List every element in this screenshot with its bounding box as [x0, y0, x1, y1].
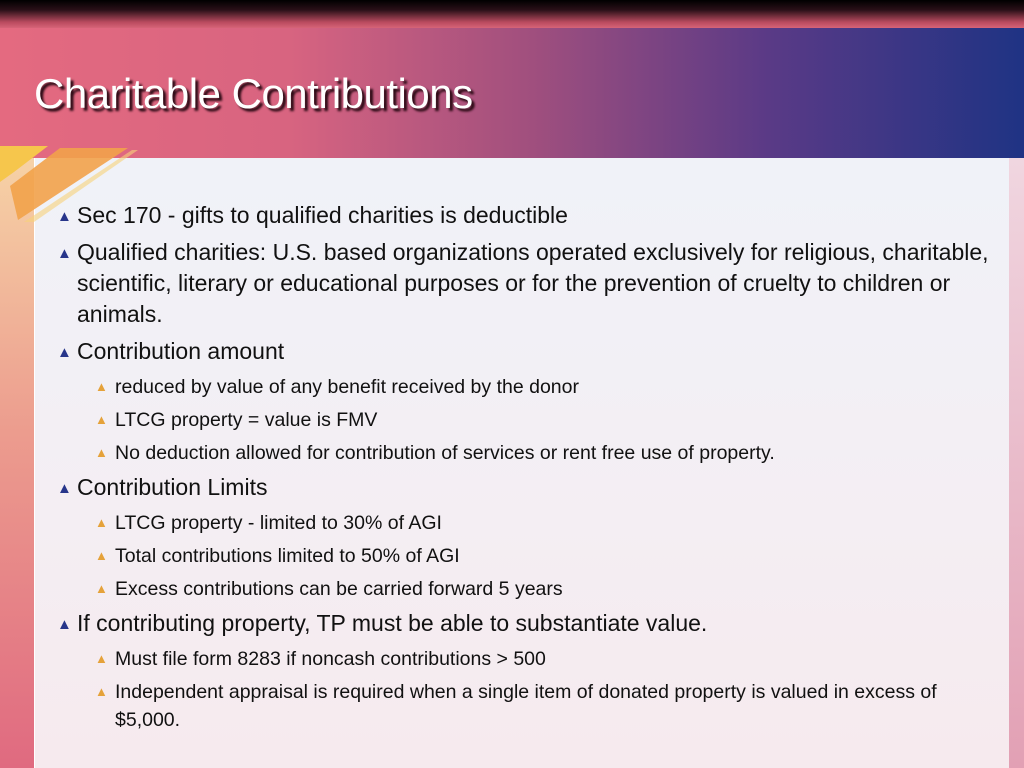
slide-title: Charitable Contributions: [34, 70, 473, 117]
bullet-text: Sec 170 - gifts to qualified charities is deductible: [77, 202, 568, 228]
sub-bullet-item: [55, 509, 990, 537]
sub-bullet-item: [55, 542, 990, 570]
right-decor-strip: [1008, 158, 1024, 768]
sub-bullet-item: [55, 439, 990, 467]
sub-bullet-text: Independent appraisal is required when a single item of donated property is valued in excess of $5,000.: [115, 681, 937, 731]
bullet-item: [55, 237, 990, 330]
triangle-up-icon: ▲: [57, 245, 72, 262]
triangle-up-icon: ▲: [95, 651, 108, 666]
triangle-up-icon: ▲: [95, 445, 108, 460]
sub-bullet-item: [55, 373, 990, 401]
triangle-up-icon: ▲: [95, 684, 108, 699]
triangle-up-icon: ▲: [95, 412, 108, 427]
left-decor-strip: [0, 158, 34, 768]
bullet-text: Qualified charities: U.S. based organizations operated exclusively for religious, charitable, scientific, literary or educational purposes or for the prevention of cruelty to children or animals.: [77, 239, 989, 327]
sub-bullet-item: [55, 645, 990, 673]
sub-bullet-item: [55, 678, 990, 734]
triangle-up-icon: ▲: [95, 548, 108, 563]
triangle-up-icon: ▲: [57, 208, 72, 225]
triangle-up-icon: ▲: [95, 581, 108, 596]
triangle-up-icon: ▲: [95, 515, 108, 530]
bullet-text: Contribution amount: [77, 338, 285, 364]
sub-bullet-text: Must file form 8283 if noncash contributions > 500: [115, 648, 546, 670]
sub-bullet-text: LTCG property = value is FMV: [115, 409, 378, 431]
sub-bullet-text: Total contributions limited to 50% of AGI: [115, 545, 460, 567]
bullet-text: If contributing property, TP must be able to substantiate value.: [77, 610, 708, 636]
sub-bullet-item: [55, 406, 990, 434]
top-bar: [0, 0, 1024, 30]
sub-bullet-text: LTCG property - limited to 30% of AGI: [115, 512, 442, 534]
bullet-item: [55, 472, 990, 503]
triangle-up-icon: ▲: [57, 616, 72, 633]
bullet-item: [55, 608, 990, 639]
triangle-up-icon: ▲: [57, 480, 72, 497]
sub-bullet-text: Excess contributions can be carried forward 5 years: [115, 578, 563, 600]
triangle-up-icon: ▲: [57, 344, 72, 361]
bullet-item: [55, 200, 990, 231]
bullet-list: [55, 200, 990, 739]
bullet-item: [55, 336, 990, 367]
sub-bullet-item: [55, 575, 990, 603]
bullet-text: Contribution Limits: [77, 474, 268, 500]
sub-bullet-text: No deduction allowed for contribution of services or rent free use of property.: [115, 442, 775, 464]
sub-bullet-text: reduced by value of any benefit received by the donor: [115, 376, 579, 398]
triangle-up-icon: ▲: [95, 379, 108, 394]
